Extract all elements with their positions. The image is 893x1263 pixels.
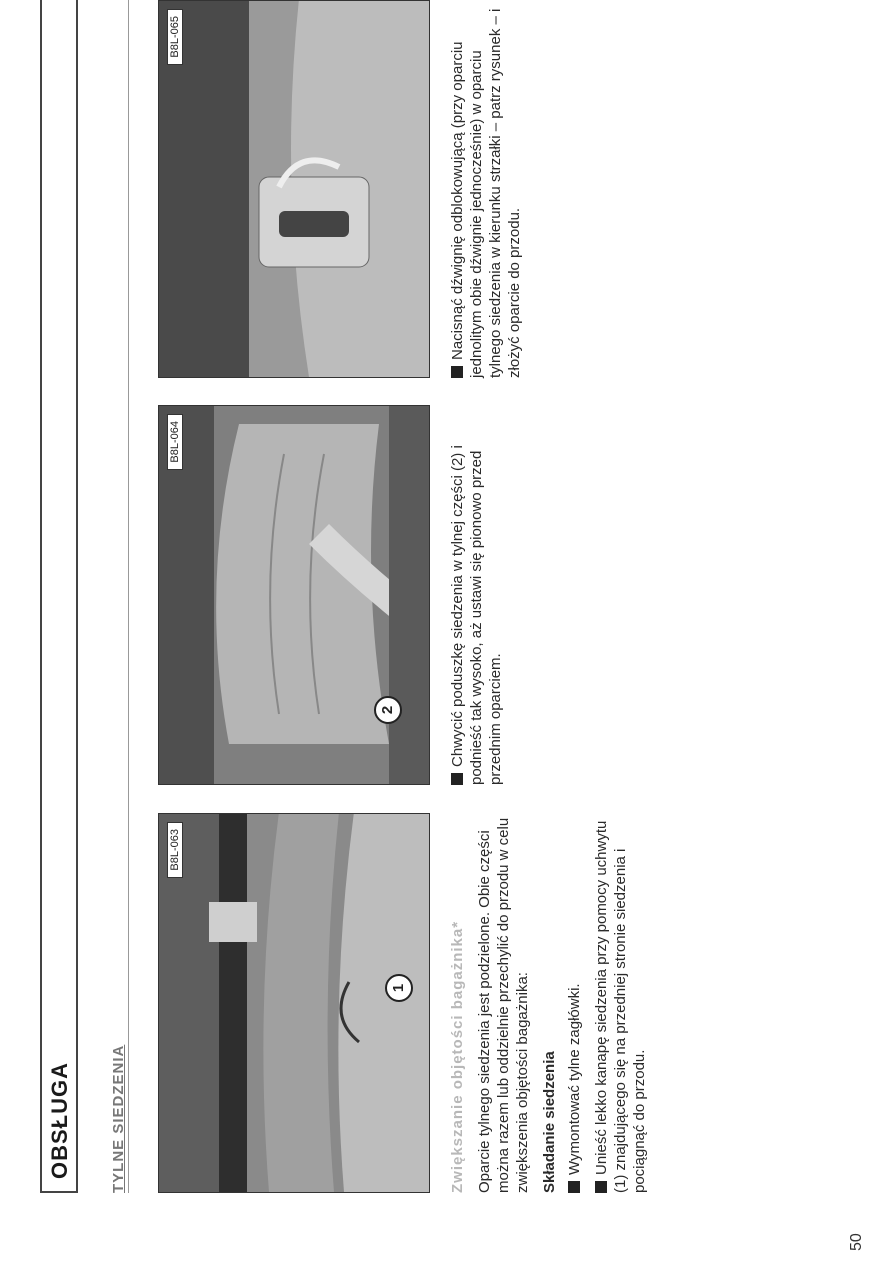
page-title: OBSŁUGA	[47, 1062, 72, 1179]
step-text: Unieść lekko kanapę siedzenia przy pomocy uchwytu (1) znajdującego się na przedniej stronie siedzenia i pociągnąć do przodu.	[593, 820, 648, 1193]
intro-paragraph: Oparcie tylnego siedzenia jest podzielone. Obie części można razem lub oddzielnie przechylić do przodu w celu zwiększenia objętości bagażnika:	[476, 817, 531, 1193]
seat-photo-1-illustration	[159, 813, 430, 1192]
photo-b8l-063	[158, 813, 430, 1193]
divider	[128, 0, 129, 1193]
bullet-square-icon	[568, 1181, 580, 1193]
photo-code: B8L-064	[167, 414, 183, 470]
text-column-3	[448, 0, 532, 378]
text-column-2	[448, 405, 513, 785]
step-item	[565, 813, 584, 1193]
photo-b8l-064	[158, 405, 430, 785]
text-column-1	[448, 813, 657, 1193]
photo-code: B8L-065	[167, 9, 183, 65]
bullet-square-icon	[595, 1181, 607, 1193]
subheading: Składanie siedzenia	[541, 1051, 558, 1193]
seat-photo-3-illustration	[159, 0, 430, 377]
step-item	[592, 813, 649, 1193]
header-box	[40, 0, 78, 1193]
step-text: Wymontować tylne zagłówki.	[566, 983, 583, 1175]
photo-code: B8L-063	[167, 822, 183, 878]
step-text: Nacisnąć dźwignię odblokowującą (przy oparciu jednolitym obie dźwignie jednocześnie) w oparciu tylnego siedzenia w kierunku strzałki – patrz rysunek – i złożyć oparcie do przodu.	[449, 8, 523, 378]
step-item	[448, 0, 524, 378]
subsection-heading: Zwiększanie objętości bagażnika*	[449, 920, 466, 1193]
marker-1: 1	[385, 974, 413, 1002]
bullet-square-icon	[451, 366, 463, 378]
marker-2: 2	[374, 696, 402, 724]
bullet-square-icon	[451, 773, 463, 785]
step-text: Chwycić poduszkę siedzenia w tylnej części (2) i podnieść tak wysoko, aż ustawi się pionowo przed przednim oparciem.	[449, 445, 504, 785]
step-item	[448, 405, 505, 785]
photo-b8l-065	[158, 0, 430, 378]
section-title: TYLNE SIEDZENIA	[110, 1044, 127, 1193]
seat-photo-2-illustration	[159, 405, 430, 784]
page-number: 50	[848, 1233, 865, 1251]
